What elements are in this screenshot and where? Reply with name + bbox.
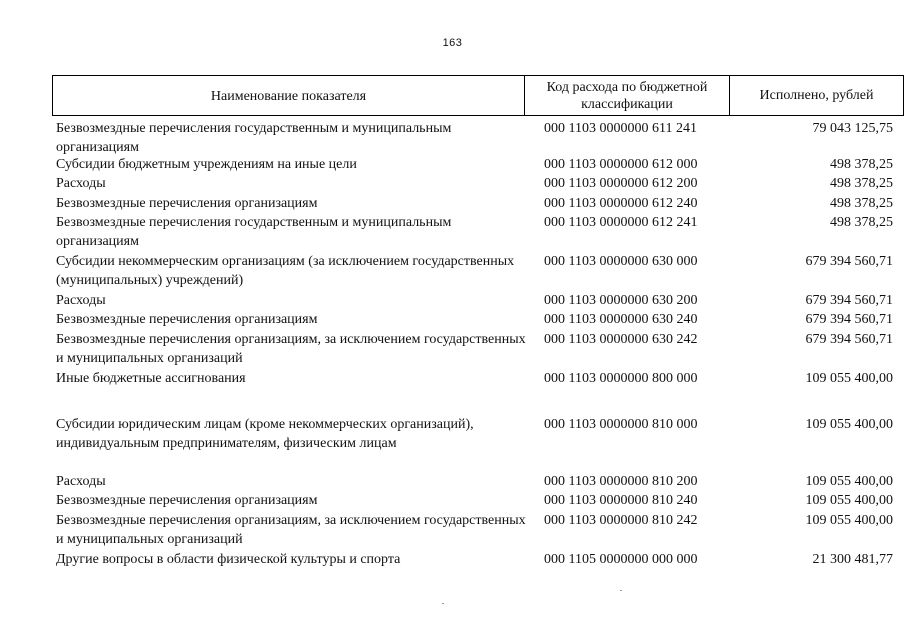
row-name: Безвозмездные перечисления организациям (56, 493, 318, 508)
row-amount: 498 378,25 (830, 157, 893, 172)
row-code: 000 1103 0000000 612 000 (544, 157, 698, 172)
page-number: 163 (442, 37, 463, 49)
row-name: Расходы (56, 176, 106, 191)
row-code: 000 1103 0000000 810 242 (544, 513, 698, 528)
header-code: Код расхода по бюджетной классификации (525, 76, 730, 115)
row-name: Расходы (56, 474, 106, 489)
row-code: 000 1103 0000000 810 200 (544, 474, 698, 489)
scan-speck (442, 603, 444, 604)
row-code: 000 1103 0000000 612 200 (544, 176, 698, 191)
row-amount: 679 394 560,71 (805, 254, 893, 269)
row-name: Субсидии некоммерческим организациям (за исключением государственных (муниципальных) учреждений) (56, 254, 515, 288)
row-amount: 498 378,25 (830, 196, 893, 211)
scan-speck (620, 590, 622, 591)
row-code: 000 1105 0000000 000 000 (544, 552, 698, 567)
header-name: Наименование показателя (53, 76, 525, 115)
row-amount: 109 055 400,00 (805, 474, 893, 489)
row-name: Расходы (56, 293, 106, 308)
row-amount: 21 300 481,77 (812, 552, 893, 567)
row-code: 000 1103 0000000 630 000 (544, 254, 698, 269)
row-code: 000 1103 0000000 800 000 (544, 371, 698, 386)
row-code: 000 1103 0000000 612 241 (544, 215, 698, 230)
row-name: Субсидии бюджетным учреждениям на иные цели (56, 157, 357, 172)
row-name: Безвозмездные перечисления организациям (56, 196, 318, 211)
row-amount: 109 055 400,00 (805, 417, 893, 432)
row-amount: 79 043 125,75 (812, 121, 893, 136)
row-amount: 109 055 400,00 (805, 513, 893, 528)
row-amount: 679 394 560,71 (805, 293, 893, 308)
row-amount: 679 394 560,71 (805, 332, 893, 347)
row-name: Безвозмездные перечисления организациям, за исключением государственных и муниципальных организаций (56, 332, 526, 366)
row-code: 000 1103 0000000 612 240 (544, 196, 698, 211)
row-code: 000 1103 0000000 630 240 (544, 312, 698, 327)
row-amount: 498 378,25 (830, 215, 893, 230)
row-code: 000 1103 0000000 810 000 (544, 417, 698, 432)
header-amount: Исполнено, рублей (759, 88, 874, 103)
row-code: 000 1103 0000000 810 240 (544, 493, 698, 508)
row-code: 000 1103 0000000 630 200 (544, 293, 698, 308)
row-name: Безвозмездные перечисления организациям, за исключением государственных и муниципальных организаций (56, 513, 526, 547)
row-amount: 498 378,25 (830, 176, 893, 191)
row-name: Иные бюджетные ассигнования (56, 371, 246, 386)
row-code: 000 1103 0000000 611 241 (544, 121, 697, 136)
row-name: Другие вопросы в области физической культуры и спорта (56, 552, 401, 567)
row-amount: 679 394 560,71 (805, 312, 893, 327)
row-name: Субсидии юридическим лицам (кроме некоммерческих организаций), индивидуальным предпринимателям, физическим лицам (56, 417, 474, 451)
row-amount: 109 055 400,00 (805, 493, 893, 508)
row-name: Безвозмездные перечисления государственным и муниципальным организациям (56, 215, 452, 249)
row-code: 000 1103 0000000 630 242 (544, 332, 698, 347)
row-name: Безвозмездные перечисления государственным и муниципальным организациям (56, 121, 452, 155)
row-name: Безвозмездные перечисления организациям (56, 312, 318, 327)
row-amount: 109 055 400,00 (805, 371, 893, 386)
